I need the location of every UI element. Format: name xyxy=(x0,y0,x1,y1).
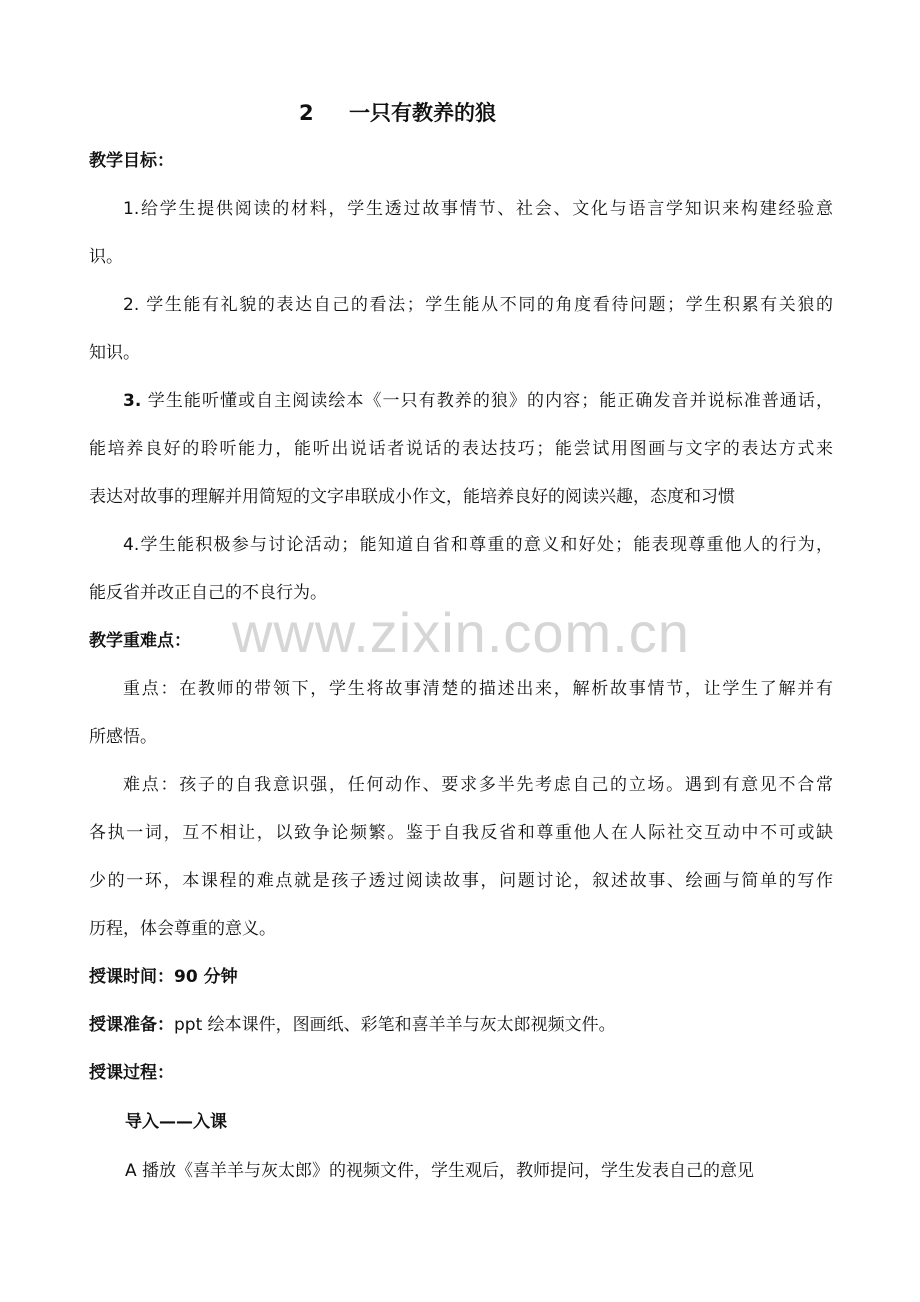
goal-3-text: 学生能听懂或自主阅读绘本《一只有教养的狼》的内容；能正确发音并说标准普通话， xyxy=(141,391,833,411)
hard-point-line: 历程，体会尊重的意义。 xyxy=(89,919,276,939)
goal-4-line: 4.学生能积极参与讨论活动；能知道自省和尊重的意义和好处；能表现尊重他人的行为， xyxy=(123,535,833,555)
hard-point-line: 各执一词，互不相让，以致争论频繁。鉴于自我反省和尊重他人在人际社交互动中不可或缺 xyxy=(89,823,833,843)
goal-1-line: 识。 xyxy=(89,247,123,267)
hard-point-line: 少的一环，本课程的难点就是孩子透过阅读故事，问题讨论，叙述故事、绘画与简单的写作 xyxy=(89,871,833,891)
class-preparation xyxy=(89,1001,833,1049)
document-page xyxy=(89,89,833,1195)
goal-3-line xyxy=(89,377,833,425)
document-title xyxy=(89,89,833,137)
goal-3-line: 能培养良好的聆听能力，能听出说话者说话的表达技巧；能尝试用图画与文字的表达方式来 xyxy=(89,439,833,459)
class-preparation-label: 授课准备： xyxy=(89,1015,174,1035)
goal-2-line: 2. 学生能有礼貌的表达自己的看法；学生能从不同的角度看待问题；学生积累有关狼的 xyxy=(123,295,833,315)
process-heading: 授课过程： xyxy=(89,1063,174,1083)
intro-step-a: A 播放《喜羊羊与灰太郎》的视频文件，学生观后，教师提问，学生发表自己的意见 xyxy=(125,1161,755,1181)
goal-1-line: 1.给学生提供阅读的材料，学生透过故事情节、社会、文化与语言学知识来构建经验意 xyxy=(123,199,833,219)
key-point-line: 所感悟。 xyxy=(89,727,157,747)
key-point-line: 重点：在教师的带领下，学生将故事清楚的描述出来，解析故事情节，让学生了解并有 xyxy=(123,679,833,699)
class-time-label: 授课时间： xyxy=(89,967,174,987)
difficulties-heading: 教学重难点： xyxy=(89,631,191,651)
class-preparation-value: ppt 绘本课件，图画纸、彩笔和喜羊羊与灰太郎视频文件。 xyxy=(174,1015,616,1035)
goal-4-line: 能反省并改正自己的不良行为。 xyxy=(89,583,327,603)
title-number: 2 xyxy=(299,101,314,125)
intro-heading: 导入——入课 xyxy=(125,1112,227,1132)
goals-heading: 教学目标： xyxy=(89,151,174,171)
title-text: 一只有教养的狼 xyxy=(349,101,496,125)
goal-3-number: 3. xyxy=(123,391,142,411)
class-time-value: 90 分钟 xyxy=(174,967,238,987)
goal-3-line: 表达对故事的理解并用简短的文字串联成小作文，能培养良好的阅读兴趣，态度和习惯 xyxy=(89,487,735,507)
class-time xyxy=(89,953,833,1001)
hard-point-line: 难点：孩子的自我意识强，任何动作、要求多半先考虑自己的立场。遇到有意见不合常 xyxy=(123,775,833,795)
watermark: www.zixin.com.cn xyxy=(232,601,690,664)
goal-2-line: 知识。 xyxy=(89,343,140,363)
